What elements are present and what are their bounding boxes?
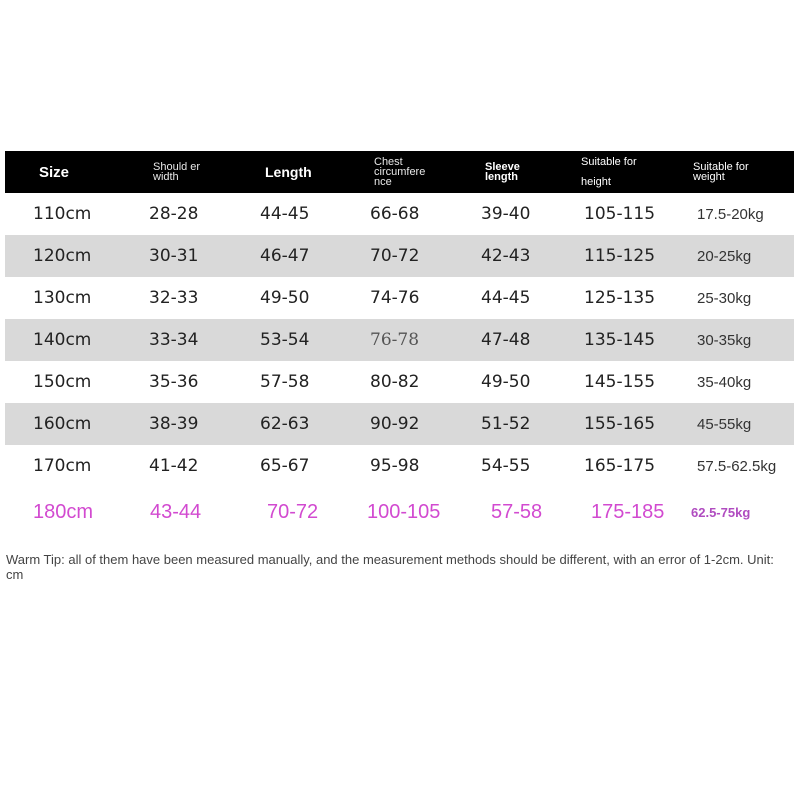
cell-sleeve: 54-55 [481,456,531,476]
cell-size: 140cm [33,330,92,350]
cell-length: 46-47 [260,246,310,266]
cell-shoulder: 32-33 [149,288,199,308]
cell-weight: 25-30kg [697,289,752,307]
cell-size: 130cm [33,288,92,308]
cell-weight: 30-35kg [697,331,752,349]
cell-shoulder: 43-44 [150,500,202,523]
cell-length: 49-50 [260,288,310,308]
cell-height: 175-185 [591,500,665,523]
cell-size: 170cm [33,456,92,476]
table-row [5,235,794,277]
cell-shoulder: 30-31 [149,246,199,266]
warm-tip-note: Warm Tip: all of them have been measured manually, and the measurement methods should be different, with an error of 1-2cm. Unit: cm [6,552,774,582]
cell-length: 53-54 [260,330,310,350]
table-row [5,361,794,403]
cell-length: 44-45 [260,204,310,224]
header-suitable-height [581,151,651,193]
header-shoulder-width [153,151,213,193]
cell-sleeve: 51-52 [481,414,531,434]
cell-shoulder: 41-42 [149,456,199,476]
header-length-label: Length [265,164,312,180]
cell-height: 165-175 [584,456,656,476]
table-row [5,319,794,361]
header-height-label: Suitable for height [581,156,637,188]
table-row [5,277,794,319]
cell-sleeve: 49-50 [481,372,531,392]
cell-chest: 76-78 [370,330,420,350]
table-row [5,403,794,445]
header-suitable-weight [693,151,763,193]
table-row-highlighted [5,487,794,537]
header-size [39,151,69,193]
header-length [265,151,312,193]
cell-size: 110cm [33,204,92,224]
header-sleeve-length [485,151,529,193]
cell-chest: 66-68 [370,204,420,224]
cell-sleeve: 44-45 [481,288,531,308]
cell-height: 145-155 [584,372,656,392]
cell-height: 115-125 [584,246,656,266]
cell-chest: 95-98 [370,456,420,476]
cell-weight: 35-40kg [697,373,752,391]
header-chest-circumference [374,151,436,193]
cell-shoulder: 38-39 [149,414,199,434]
table-row [5,193,794,235]
cell-length: 65-67 [260,456,310,476]
cell-sleeve: 42-43 [481,246,531,266]
cell-shoulder: 28-28 [149,204,199,224]
cell-height: 155-165 [584,414,656,434]
cell-chest: 90-92 [370,414,420,434]
header-chest-label: Chest circumfere nce [374,156,426,188]
table-row [5,445,794,487]
cell-chest: 80-82 [370,372,420,392]
cell-sleeve: 39-40 [481,204,531,224]
header-size-label: Size [39,163,70,181]
cell-height: 135-145 [584,330,656,350]
cell-chest: 100-105 [367,500,441,523]
cell-weight: 17.5-20kg [697,205,764,223]
cell-chest: 70-72 [370,246,420,266]
cell-shoulder: 35-36 [149,372,199,392]
cell-length: 57-58 [260,372,310,392]
cell-size: 160cm [33,414,92,434]
cell-length: 70-72 [267,500,319,523]
cell-shoulder: 33-34 [149,330,199,350]
header-weight-label: Suitable for weight [693,161,749,183]
cell-weight: 20-25kg [697,247,752,265]
cell-weight: 57.5-62.5kg [697,457,777,475]
cell-length: 62-63 [260,414,310,434]
cell-sleeve: 47-48 [481,330,531,350]
cell-size: 120cm [33,246,92,266]
header-shoulder-width-label: Should er width [153,161,201,183]
cell-height: 125-135 [584,288,656,308]
cell-size: 150cm [33,372,92,392]
cell-size: 180cm [33,500,94,523]
header-sleeve-label: Sleeve length [485,161,520,183]
cell-height: 105-115 [584,204,656,224]
table-header [5,151,794,193]
cell-weight: 45-55kg [697,415,752,433]
cell-weight: 62.5-75kg [691,504,751,520]
size-chart-table [5,151,794,537]
cell-chest: 74-76 [370,288,420,308]
cell-sleeve: 57-58 [491,500,543,523]
